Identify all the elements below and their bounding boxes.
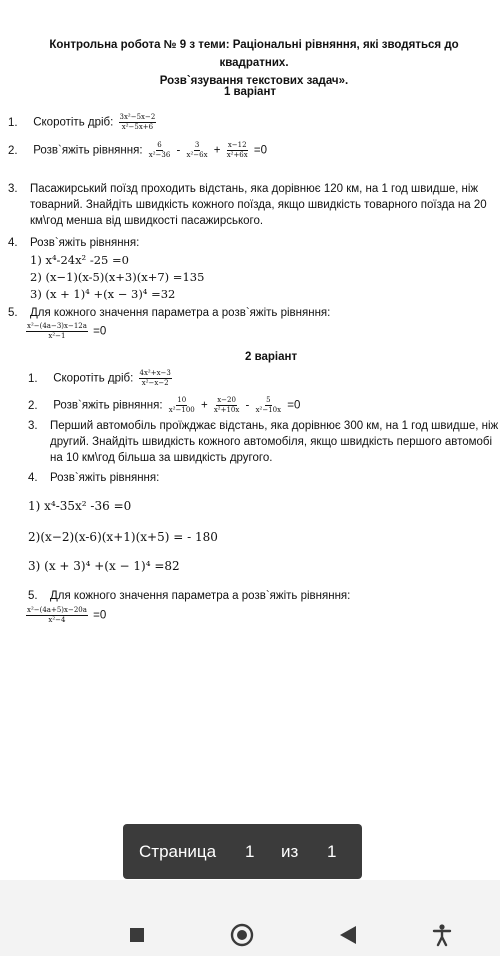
back-button[interactable] xyxy=(333,920,363,950)
page-label: Страница xyxy=(139,842,217,861)
v2-question-1: 1. Скоротіть дріб: $\frac{\text{4x²+x−3}}{\text{x²−x−2}}$ xyxy=(28,369,171,387)
v1-q4-eq1: 1) x⁴-24x² -25 =0 xyxy=(30,253,129,267)
v1-question-2: 2. Розв`яжіть рівняння: $\frac{6}{\text{x²−36}}$ - $\frac{3}{\text{x²−6x}}$ + $\frac{x-12}{\text{x²+6x}}$ =0 xyxy=(8,141,268,159)
title-line-2: Розв`язування текстових задач». xyxy=(159,75,349,87)
square-stop-icon xyxy=(129,927,145,943)
v1-question-3: 3. Пасажирський поїзд проходить відстань, яка дорівнює 120 км, на 1 год швидше, ніж xyxy=(8,183,479,195)
v1-q5-equation: $\frac{\text{x²−(4a−3)x−12a}}{\text{x²−1}}$ =0 xyxy=(27,322,107,340)
v2-question-3: 3. Перший автомобіль проїжджає відстань, яка дорівнює 300 км, на 1 год швидше, ніж xyxy=(28,420,499,432)
accessibility-icon xyxy=(431,923,453,947)
variant2-heading: 2 варіант xyxy=(245,351,298,363)
v1-q1-fraction: $\frac{\text{3x²−5x−2}}{\text{x²−5x+6}}$ xyxy=(119,113,156,131)
page-total: 1 xyxy=(327,842,337,861)
v2-q4-eq1: 1) x⁴-35x² -36 =0 xyxy=(28,499,132,513)
v2-question-3-line3: на 10 км\год більша за швидкість другого. xyxy=(50,452,273,464)
page-indicator xyxy=(123,824,362,879)
v2-question-4: 4. Розв`яжіть рівняння: xyxy=(28,472,160,484)
v2-q4-eq2: 2)(x−2)(x-6)(x+1)(x+5) = - 180 xyxy=(28,530,218,544)
v1-question-1: 1. Скоротіть дріб: $\frac{\text{3x²−5x−2}}{\text{x²−5x+6}}$ xyxy=(8,113,156,131)
home-button[interactable] xyxy=(227,920,257,950)
back-triangle-icon xyxy=(339,925,357,945)
v2-q5-equation: $\frac{\text{x²−(4a+5)x−20a}}{\text{x²−4}}$ =0 xyxy=(27,606,107,624)
accessibility-button[interactable] xyxy=(427,920,457,950)
v2-question-3-line2: другий. Знайдіть швидкість кожного автомобіля, якщо швидкість першого автомобі xyxy=(50,436,493,448)
document-title xyxy=(20,36,488,90)
v1-question-5: 5. Для кожного значення параметра а розв`яжіть рівняння: xyxy=(8,307,331,319)
v1-q4-eq3: 3) (x + 1)⁴ +(x − 3)⁴ =32 xyxy=(30,287,176,301)
page-current: 1 xyxy=(245,842,255,861)
system-navbar xyxy=(0,920,500,956)
page-of: из xyxy=(281,842,299,861)
v1-question-4: 4. Розв`яжіть рівняння: xyxy=(8,237,140,249)
v1-question-3-line3: км\год менша від швидкості пасажирського. xyxy=(30,215,264,227)
recents-button[interactable] xyxy=(122,920,152,950)
v2-question-5: 5. Для кожного значення параметра а розв`яжіть рівняння: xyxy=(28,590,351,602)
home-circle-icon xyxy=(229,922,255,948)
variant1-heading: 1 варіант xyxy=(223,86,277,98)
v1-q4-eq2: 2) (x−1)(x-5)(x+3)(x+7) =135 xyxy=(30,270,205,284)
v1-question-3-line2: товарний. Знайдіть швидкість кожного поїзда, якщо швидкість товарного поїзда на 20 xyxy=(30,199,487,211)
title-line-1: Контрольна робота № 9 з теми: Раціональні рівняння, які зводяться до квадратних. xyxy=(49,39,459,69)
v2-q4-eq3: 3) (x + 3)⁴ +(x − 1)⁴ =82 xyxy=(28,559,180,573)
v2-question-2: 2. Розв`яжіть рівняння: $\frac{10}{\text{x²−100}}$ + $\frac{x-20}{\text{x²+10x}}$ - $\frac{5}{\text{x²−10x}}$ =0 xyxy=(28,396,301,414)
